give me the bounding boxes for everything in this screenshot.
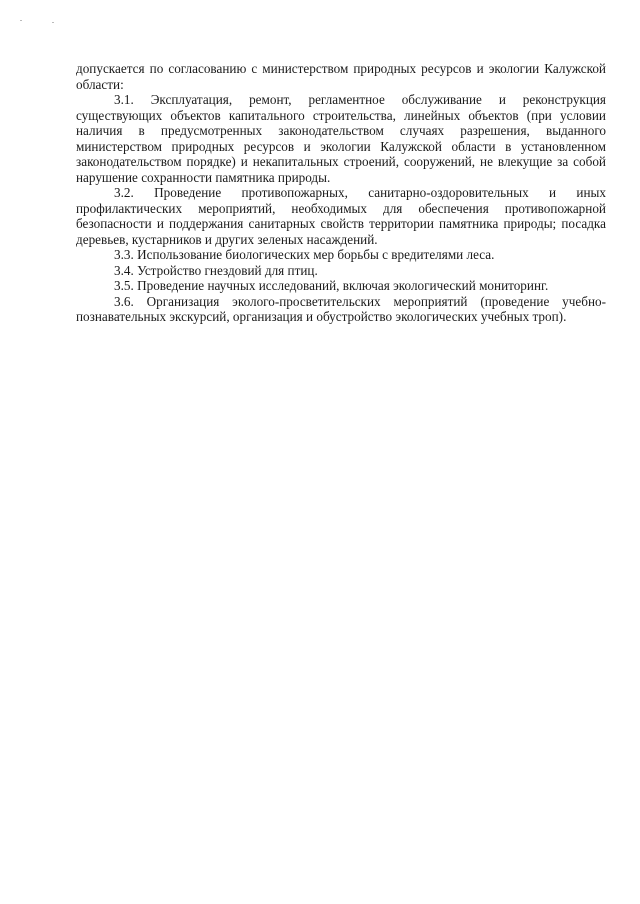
- paragraph-3-6: 3.6. Организация эколого-просветительских мероприятий (проведение учебно-познавательных экскурсий, организация и обустройство экологических учебных троп).: [76, 293, 606, 324]
- scan-speck: [20, 20, 22, 21]
- paragraph-intro: допускается по согласованию с министерством природных ресурсов и экологии Калужской области:: [76, 61, 606, 92]
- paragraph-3-2: 3.2. Проведение противопожарных, санитарно-оздоровительных и иных профилактических мероприятий, необходимых для обеспечения противопожарной безопасности и поддержания санитарных свойств территории памятника природы; посадка деревьев, кустарников и других зеленых насаждений.: [76, 185, 606, 247]
- paragraph-3-5: 3.5. Проведение научных исследований, включая экологический мониторинг.: [114, 278, 549, 293]
- paragraph-3-1: 3.1. Эксплуатация, ремонт, регламентное обслуживание и реконструкция существующих объектов капитального строительства, линейных объектов (при условии наличия в предусмотренных законодательством случаях разрешения, выданного министерством природных ресурсов и экологии Калужской области в установленном законодательством порядке) и некапитальных строений, сооружений, не влекущие за собой нарушение сохранности памятника природы.: [76, 92, 606, 185]
- paragraph-3-3: 3.3. Использование биологических мер борьбы с вредителями леса.: [114, 247, 495, 262]
- scan-speck: [52, 22, 54, 23]
- document-body: [76, 61, 606, 325]
- paragraph-3-4: 3.4. Устройство гнездовий для птиц.: [114, 262, 318, 278]
